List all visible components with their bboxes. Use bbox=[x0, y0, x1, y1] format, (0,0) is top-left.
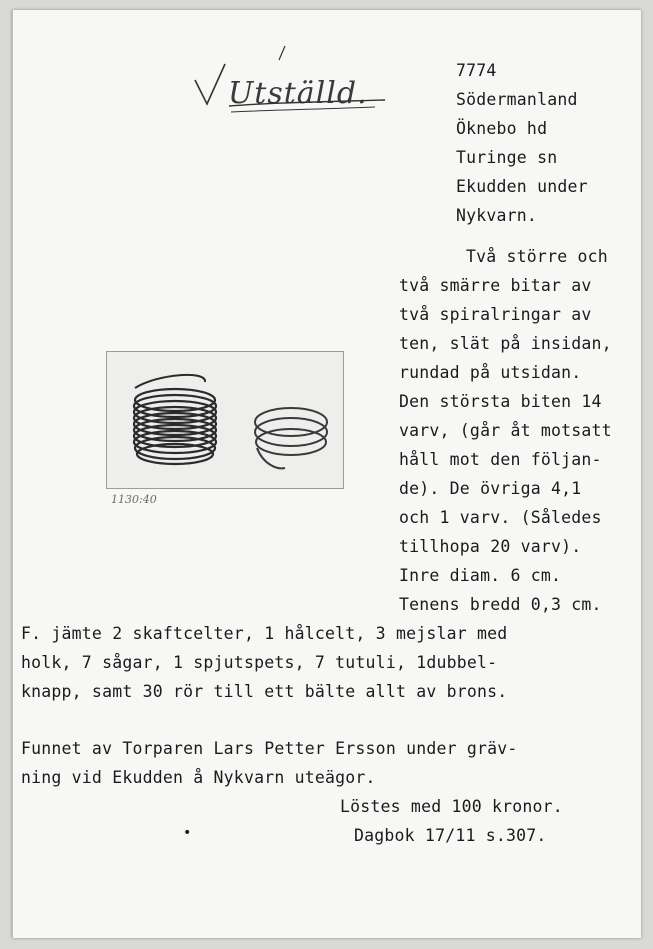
body-line: knapp, samt 30 rör till ett bälte allt av brons. bbox=[21, 682, 508, 701]
catalog-card bbox=[12, 10, 641, 938]
artifact-photo bbox=[106, 351, 344, 489]
bullet-dot: • bbox=[183, 825, 192, 841]
finder-line: Funnet av Torparen Lars Petter Ersson under gräv- bbox=[21, 739, 518, 758]
handwritten-note: Utställd. bbox=[228, 76, 368, 111]
description-line: rundad på utsidan. bbox=[399, 363, 582, 382]
strike-through bbox=[225, 90, 395, 120]
description-line: Tenens bredd 0,3 cm. bbox=[399, 595, 602, 614]
header-line: Turinge sn bbox=[456, 148, 558, 167]
body-line: F. jämte 2 skaftcelter, 1 hålcelt, 3 mejslar med bbox=[21, 624, 508, 643]
photo-catalog-number: 1130:40 bbox=[111, 493, 157, 506]
purchase-note: Löstes med 100 kronor. bbox=[340, 797, 563, 816]
description-line: håll mot den följan- bbox=[399, 450, 602, 469]
header-line: Södermanland bbox=[456, 90, 578, 109]
spiral-rings-image bbox=[107, 352, 343, 488]
body-line: holk, 7 sågar, 1 spjutspets, 7 tutuli, 1dubbel- bbox=[21, 653, 498, 672]
description-line: och 1 varv. (Således bbox=[399, 508, 602, 527]
description-line: Den största biten 14 bbox=[399, 392, 602, 411]
description-line: Två större och bbox=[466, 247, 608, 266]
description-line: varv, (går åt motsatt bbox=[399, 421, 612, 440]
description-line: Inre diam. 6 cm. bbox=[399, 566, 562, 585]
header-line: Nykvarn. bbox=[456, 206, 538, 225]
finder-line: ning vid Ekudden å Nykvarn uteägor. bbox=[21, 768, 376, 787]
header-line: Ekudden under bbox=[456, 177, 588, 196]
diary-reference: Dagbok 17/11 s.307. bbox=[354, 826, 547, 845]
header-line: Öknebo hd bbox=[456, 119, 548, 138]
description-line: ten, slät på insidan, bbox=[399, 334, 612, 353]
description-line: två smärre bitar av bbox=[399, 276, 592, 295]
description-line: två spiralringar av bbox=[399, 305, 592, 324]
description-line: tillhopa 20 varv). bbox=[399, 537, 582, 556]
description-line: de). De övriga 4,1 bbox=[399, 479, 582, 498]
header-line: 7774 bbox=[456, 61, 497, 80]
